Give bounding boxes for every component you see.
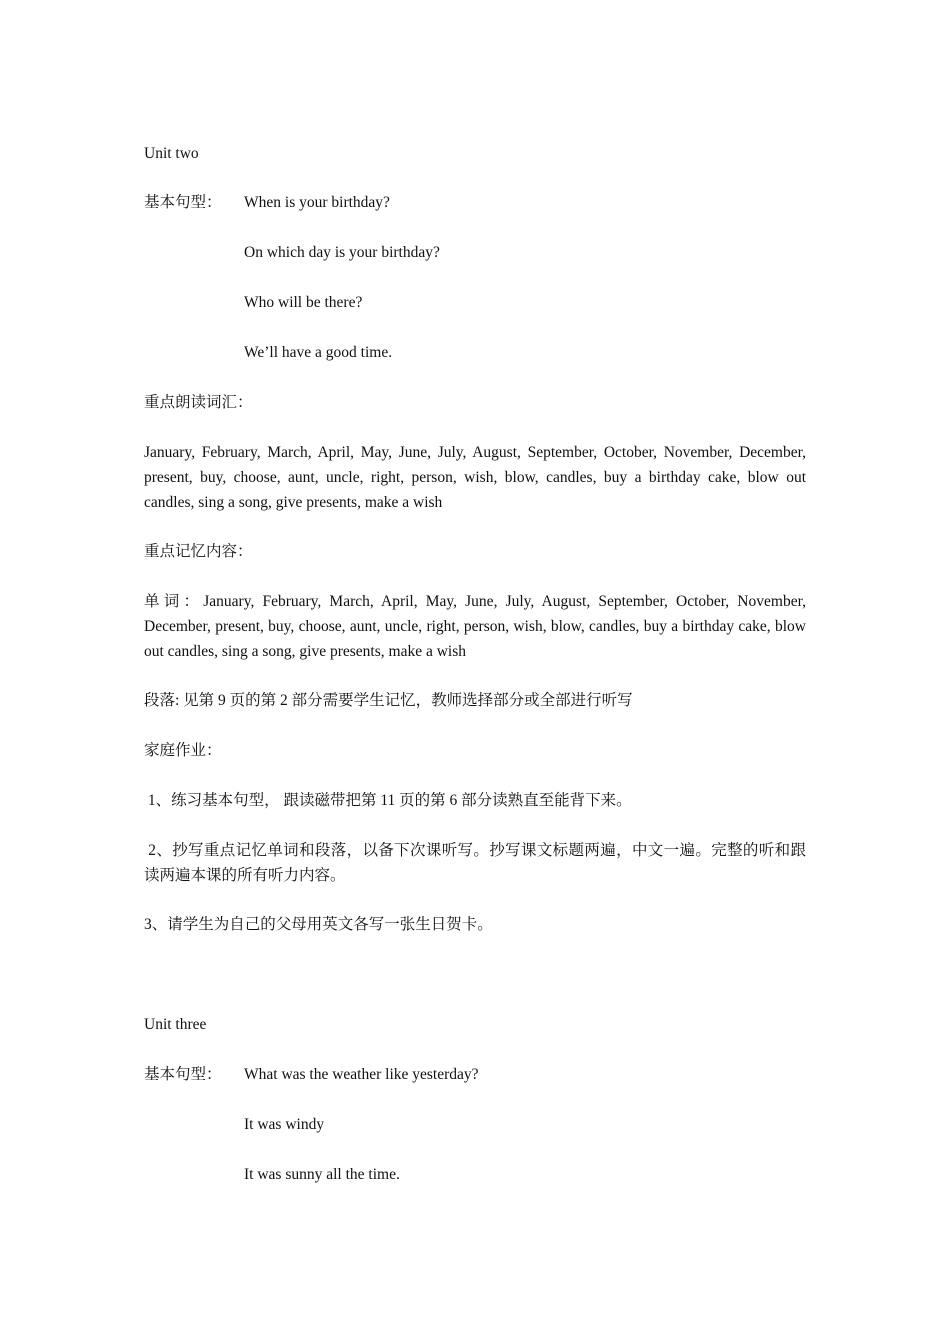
homework-item: 1、练习基本句型， 跟读磁带把第 11 页的第 6 部分读熟直至能背下来。 (144, 792, 632, 809)
memory-paragraph: 段落: 见第 9 页的第 2 部分需要学生记忆，教师选择部分或全部进行听写 (144, 692, 633, 709)
unit-three-sentence: What was the weather like yesterday? (244, 1066, 479, 1083)
memory-words: 单词：January, February, March, April, May, June, July, August, September, October, November, December, present, buy, choose, aunt, uncle, right, person, wish, blow, candles, buy a birthday cake, blow out candles, sing a song, give presents, make a wish (144, 593, 806, 660)
reading-vocab-label: 重点朗读词汇： (144, 394, 253, 411)
unit-two-sentence: Who will be there? (244, 294, 363, 311)
unit-two-sentences-label: 基本句型： (144, 194, 222, 211)
homework-item: 2、抄写重点记忆单词和段落，以备下次课听写。抄写课文标题两遍，中文一遍。完整的听和跟读两遍本课的所有听力内容。 (144, 842, 806, 884)
unit-three-sentence: It was sunny all the time. (244, 1166, 400, 1183)
memory-label: 重点记忆内容： (144, 543, 253, 560)
unit-two-sentence: When is your birthday? (244, 194, 390, 211)
unit-three-sentences-label: 基本句型： (144, 1066, 222, 1083)
unit-three-title: Unit three (144, 1016, 207, 1033)
unit-two-sentence: We’ll have a good time. (244, 344, 393, 361)
unit-three-sentence: It was windy (244, 1116, 325, 1133)
homework-label: 家庭作业： (144, 742, 222, 759)
unit-two-sentence: On which day is your birthday? (244, 244, 440, 261)
unit-two-title: Unit two (144, 145, 199, 162)
reading-vocab-list: January, February, March, April, May, June, July, August, September, October, November, December, present, buy, choose, aunt, uncle, right, person, wish, blow, candles, buy a birthday cake, blow out candles, sing a song, give presents, make a wish (144, 444, 806, 511)
homework-item: 3、请学生为自己的父母用英文各写一张生日贺卡。 (144, 916, 493, 933)
